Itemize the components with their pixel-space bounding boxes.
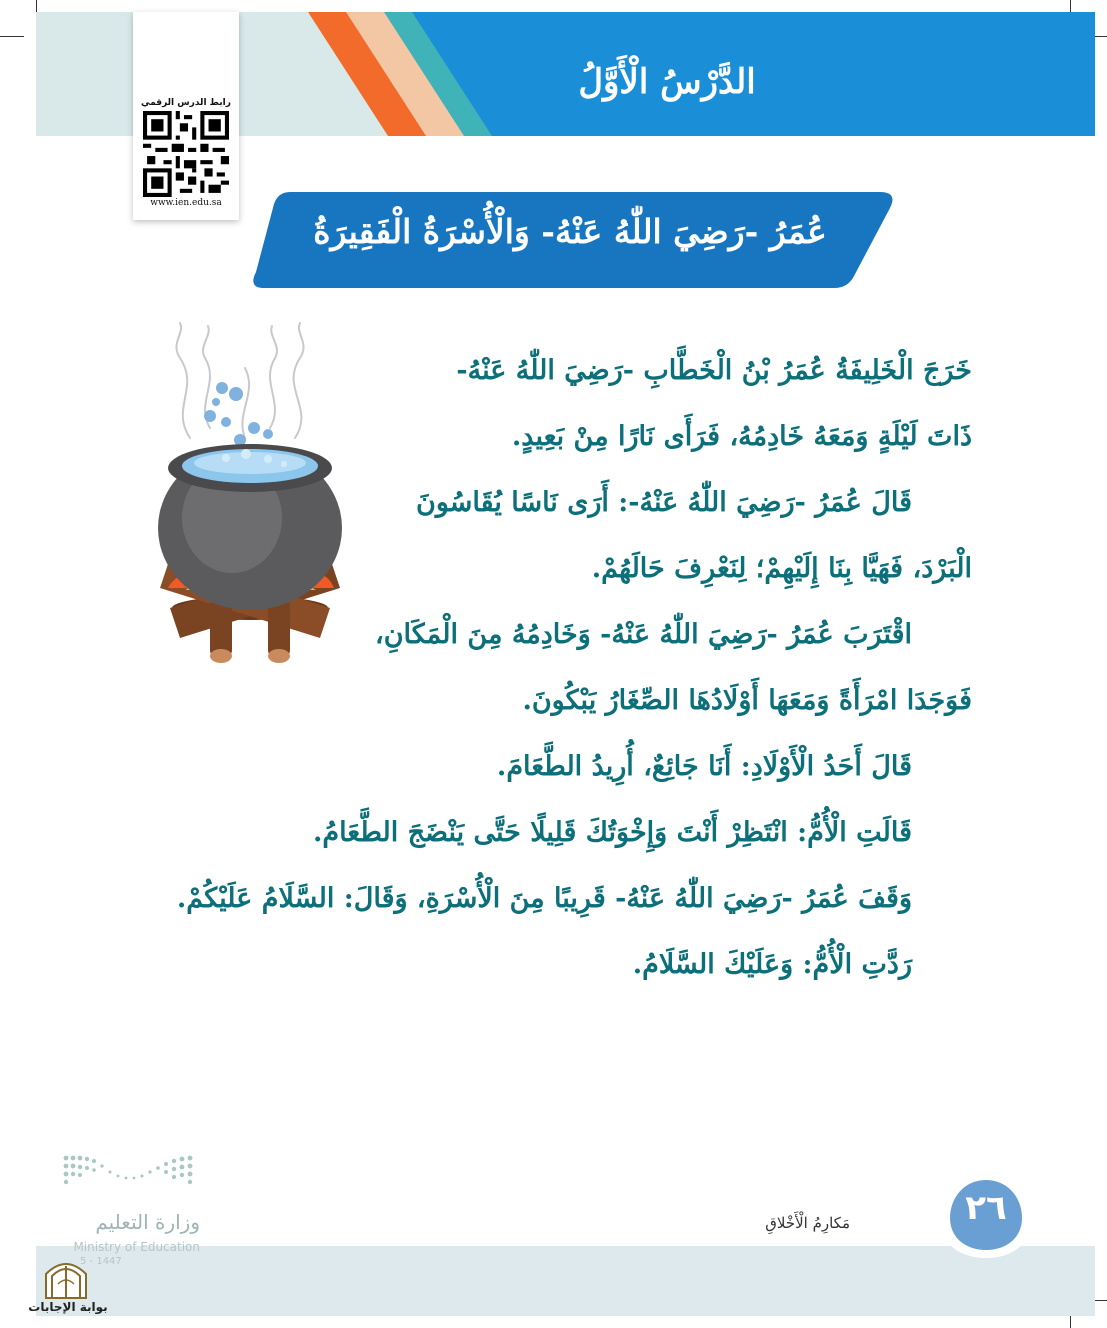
book-name: مَكارِمُ الْأَخْلاقِ xyxy=(765,1214,850,1232)
qr-code-icon[interactable] xyxy=(143,111,229,197)
story-line: وَقَفَ عُمَرُ -رَضِيَ اللّٰهُ عَنْهُ- قَرِيبًا مِنَ الْأُسْرَةِ، وَقَالَ: السَّلَامُ عَلَيْكُمْ. xyxy=(176,883,912,914)
story-line: رَدَّتِ الْأُمُّ: وَعَلَيْكَ السَّلَامُ. xyxy=(632,949,912,980)
ministry-name-english: Ministry of Education xyxy=(73,1240,200,1254)
ministry-name-arabic: وزارة التعليم xyxy=(95,1210,200,1234)
ministry-logo-icon xyxy=(60,1152,200,1200)
story-line: قَالَ أَحَدُ الْأَوْلَادِ: أَنَا جَائِعٌ، أُرِيدُ الطَّعَامَ. xyxy=(496,751,912,782)
story-line: قَالَتِ الْأُمُّ: انْتَظِرْ أَنْتَ وَإِخْوَتُكَ قَلِيلًا حَتَّى يَنْضَجَ الطَّعَامُ. xyxy=(312,817,912,848)
footer-band xyxy=(36,1246,1095,1316)
story-line: الْبَرْدَ، فَهَيَّا بِنَا إِلَيْهِمْ؛ لِنَعْرِفَ حَالَهُمْ. xyxy=(591,553,972,584)
qr-url[interactable]: www.ien.edu.sa xyxy=(150,198,222,208)
story-text xyxy=(72,345,972,1005)
page-number: ٢٦ xyxy=(965,1188,1007,1228)
portal-name[interactable]: بوابة الإجابات xyxy=(28,1300,108,1314)
qr-card[interactable] xyxy=(133,12,239,220)
story-line: ذَاتَ لَيْلَةٍ وَمَعَهُ خَادِمُهُ، فَرَأَى نَارًا مِنْ بَعِيدٍ. xyxy=(511,421,972,452)
story-line: خَرَجَ الْخَلِيفَةُ عُمَرُ بْنُ الْخَطَّابِ -رَضِيَ اللّٰهُ عَنْهُ- xyxy=(456,355,972,386)
crop-mark xyxy=(0,36,24,37)
lesson-number-title: الدَّرْسُ الْأَوَّلُ xyxy=(578,62,756,102)
portal-logo-icon xyxy=(40,1254,92,1300)
story-line: فَوَجَدَا امْرَأَةً وَمَعَهَا أَوْلَادُهَا الصِّغَارُ يَبْكُونَ. xyxy=(522,685,972,716)
lesson-title: عُمَرُ -رَضِيَ اللّٰهُ عَنْهُ- وَالْأُسْرَةُ الْفَقِيرَةُ xyxy=(313,212,827,251)
story-line: قَالَ عُمَرُ -رَضِيَ اللّٰهُ عَنْهُ-: أَرَى نَاسًا يُقَاسُونَ xyxy=(416,487,912,518)
qr-caption: رابط الدرس الرقمي xyxy=(141,98,231,108)
story-line: اقْتَرَبَ عُمَرُ -رَضِيَ اللّٰهُ عَنْهُ- وَخَادِمُهُ مِنَ الْمَكَانِ، xyxy=(375,619,912,650)
ministry-year: 5 - 1447 xyxy=(80,1256,122,1267)
